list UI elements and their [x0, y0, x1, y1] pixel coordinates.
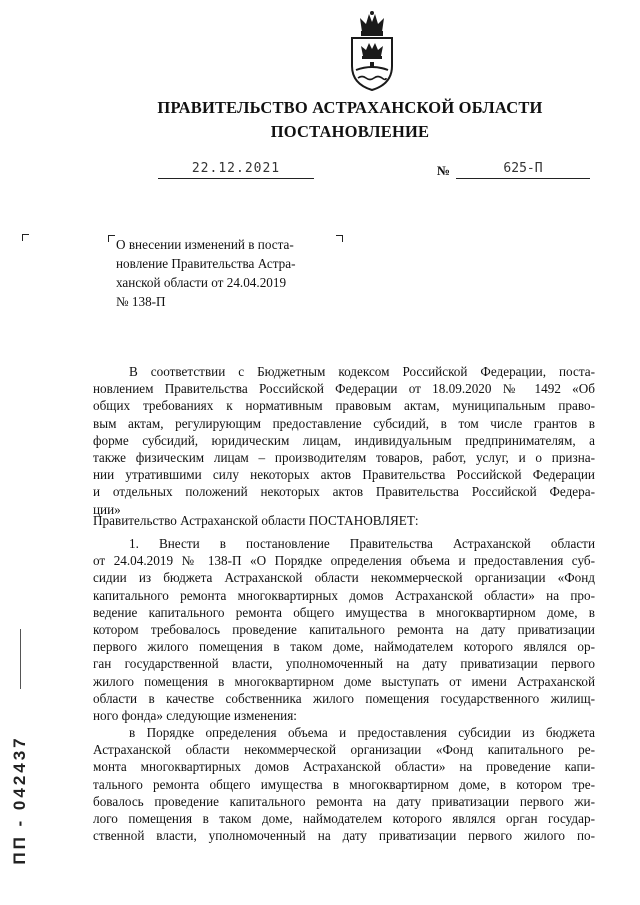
- number-sign: №: [437, 163, 451, 178]
- coat-of-arms-icon: [346, 10, 398, 92]
- text-line: 1. Внести в постановление Правительства Астраханской области: [129, 536, 595, 551]
- serial-text: ПП - 042437: [10, 735, 29, 865]
- text-line: монта многоквартирных домов Астраханской области» на проведение капи-: [93, 759, 595, 775]
- text-line: и отдельных положений некоторых актов Правительства Российской Федера-: [93, 484, 595, 500]
- paragraph-preamble: [93, 363, 595, 518]
- text-line: сидии из бюджета Астраханской области некоммерческой организации «Фонд: [93, 570, 595, 586]
- text-line: ган государственной власти, уполномоченный на дату приватизации первого: [93, 656, 595, 672]
- text-line: Астраханской области некоммерческой организации «Фонд капитального ре-: [93, 742, 595, 758]
- text-line: бовалось проведение капитального ремонта на дату приватизации первого жи-: [93, 793, 595, 809]
- text-line: тального ремонта общего имущества в многоквартирном доме, в котором тре-: [93, 776, 595, 792]
- document-type: ПОСТАНОВЛЕНИЕ: [270, 122, 430, 141]
- subject-line: ханской области от 24.04.2019: [116, 275, 287, 290]
- text-line: первого жилого помещения в таком доме, наймодателем которого являлся ор-: [93, 639, 595, 655]
- left-corner-mark: [22, 234, 29, 241]
- text-line: в Порядке определения объема и предоставления субсидии из бюджета: [129, 725, 595, 740]
- document-number: 625-П: [503, 161, 543, 176]
- paragraph-item-1: [93, 535, 595, 724]
- text-line: от 24.04.2019 № 138-П «О Порядке определения объема и предоставления суб-: [93, 553, 595, 569]
- text-line: Правительство Астраханской области ПОСТАНОВЛЯЕТ:: [93, 513, 419, 528]
- text-line: капитального ремонта многоквартирных домов Астраханской области» на про-: [93, 587, 595, 603]
- subject-line: № 138-П: [116, 294, 166, 309]
- number-underline: [456, 178, 590, 179]
- subject-corner-right: [336, 235, 343, 242]
- paragraph-item-changes: [93, 724, 595, 844]
- text-line: жилого помещения в многоквартирном доме выступать от имени Астраханской: [93, 673, 595, 689]
- form-serial-number: [0, 720, 40, 880]
- text-line: ведение капитального ремонта общего имущества в многоквартирном доме, в: [93, 604, 595, 620]
- text-line: В соответствии с Бюджетным кодексом Российской Федерации, поста-: [129, 364, 595, 379]
- text-line: ственной власти, уполномоченный на дату приватизации первого жилого по-: [93, 828, 595, 844]
- text-line: котором требовалось проведение капитального ремонта на дату приватизации: [93, 621, 595, 637]
- text-line: новлением Правительства Российской Федерации от 18.09.2020 № 1492 «Об: [93, 381, 595, 397]
- text-line: форме субсидий, юридическим лицам, индивидуальным предпринимателям, а: [93, 432, 595, 448]
- text-line: ного фонда» следующие изменения:: [93, 707, 297, 723]
- subject-corner-left: [108, 235, 115, 242]
- date-underline: [158, 178, 314, 179]
- subject-line: О внесении изменений в поста-: [116, 237, 294, 252]
- document-date: 22.12.2021: [191, 161, 281, 176]
- text-line: области в качестве собственника жилого помещения государственного жилищ-: [93, 690, 595, 706]
- text-line: также физическим лицам – производителям товаров, работ, услуг, и о призна-: [93, 449, 595, 465]
- text-line: лого помещения в таком доме, наймодателем которого являлся орган государ-: [93, 810, 595, 826]
- margin-tick-mark: [20, 629, 21, 689]
- paragraph-resolves: [93, 512, 595, 529]
- text-line: ции»: [93, 501, 121, 517]
- organization-name: ПРАВИТЕЛЬСТВО АСТРАХАНСКОЙ ОБЛАСТИ: [157, 98, 543, 117]
- subject-line: новление Правительства Астра-: [116, 256, 296, 271]
- text-line: нии утратившими силу некоторых актов Правительства Российской Федерации: [93, 467, 595, 483]
- subject-block: [116, 235, 330, 311]
- text-line: вым актам, регулирующим предоставление субсидий, в том числе грантов в: [93, 415, 595, 431]
- text-line: общих требованиях к нормативным правовым актам, муниципальным право-: [93, 398, 595, 414]
